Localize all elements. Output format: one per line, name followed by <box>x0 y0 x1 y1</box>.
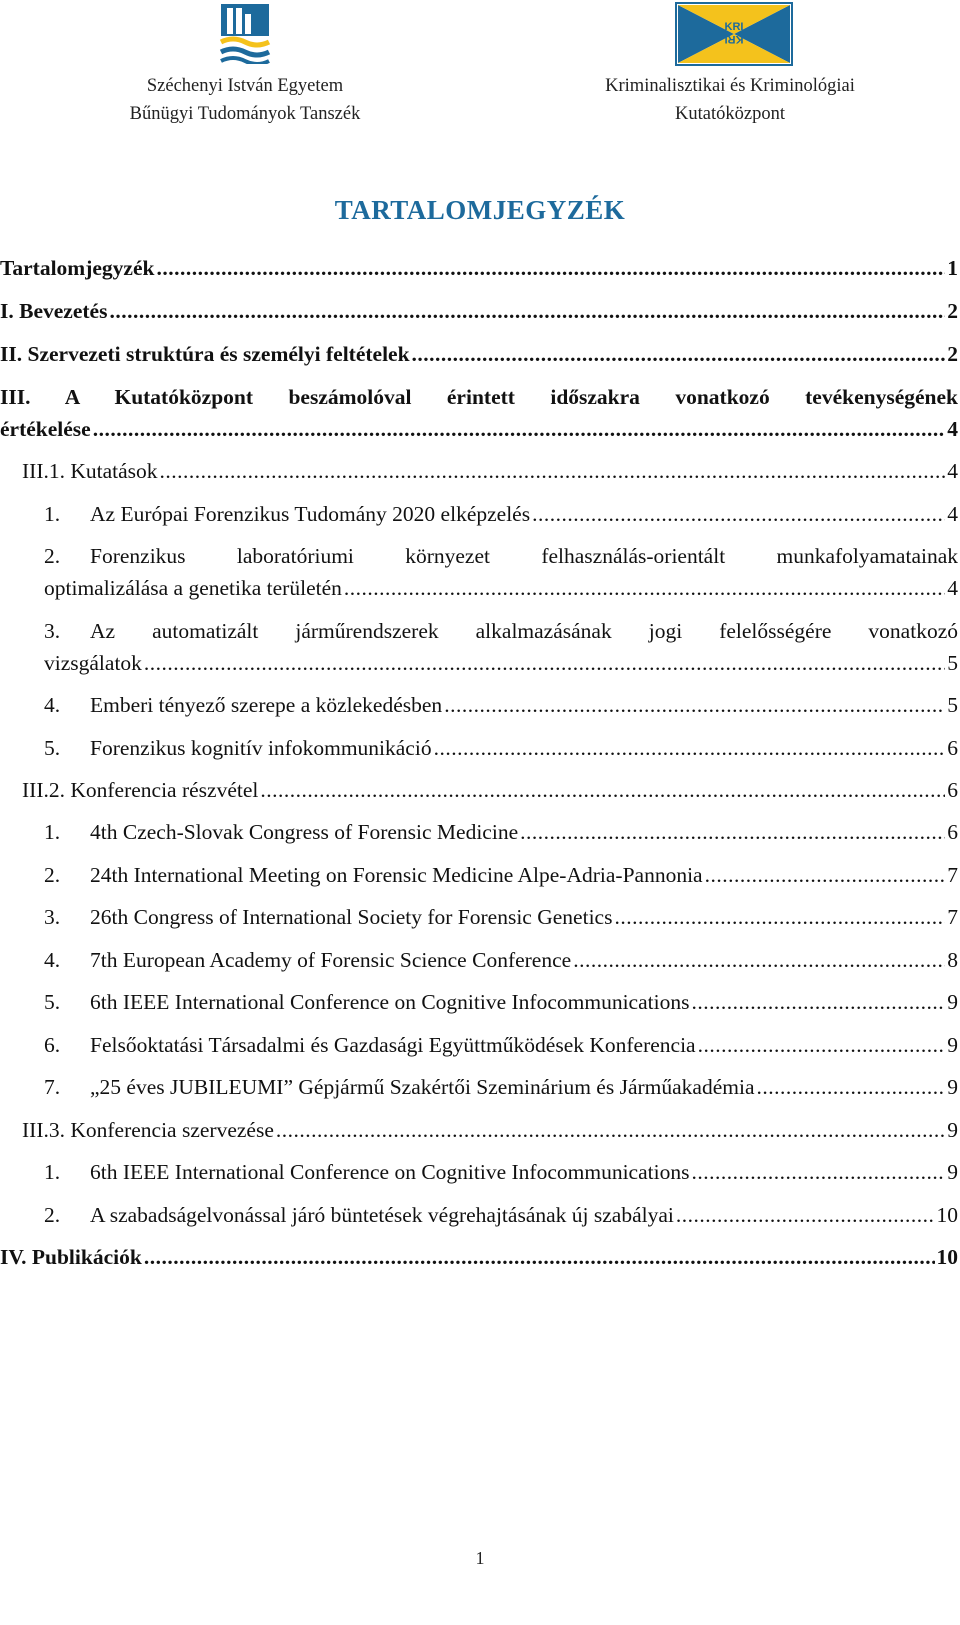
toc-entry-page: 9 <box>947 1160 958 1184</box>
toc-entry[interactable] <box>44 1033 958 1058</box>
toc-entry-label: Emberi tényező szerepe a közlekedésben <box>90 693 443 717</box>
toc-entry[interactable] <box>0 256 958 281</box>
toc-entry-label: Tartalomjegyzék <box>0 256 155 280</box>
leader-dots <box>109 299 945 324</box>
toc-entry-number: 7. <box>44 1075 61 1099</box>
leader-dots <box>160 459 946 484</box>
toc-entry[interactable] <box>0 385 958 442</box>
toc-entry-page: 4 <box>947 502 958 526</box>
toc-entry-label: Felsőoktatási Társadalmi és Gazdasági Együttműködések Konferencia <box>90 1033 696 1057</box>
leader-dots <box>520 820 945 845</box>
toc-entry-page: 9 <box>947 1075 958 1099</box>
toc-entry-label: I. Bevezetés <box>0 299 108 323</box>
logo-text-top: KRI <box>724 21 744 33</box>
leader-dots <box>156 256 945 281</box>
university-logo <box>218 2 272 64</box>
toc-entry-page: 9 <box>947 1118 958 1142</box>
toc-entry-number: 3. <box>44 619 61 643</box>
toc-entry-number: 4. <box>44 948 61 972</box>
toc-entry-number: 1. <box>44 502 61 526</box>
toc-entry[interactable] <box>44 948 958 973</box>
toc-entry[interactable] <box>44 905 958 930</box>
toc-entry-page: 8 <box>947 948 958 972</box>
leader-dots <box>676 1203 935 1228</box>
leader-dots <box>412 342 946 367</box>
leader-dots <box>276 1118 945 1143</box>
toc-entry-label-line2: optimalizálása a genetika területén <box>44 576 342 600</box>
leader-dots <box>757 1075 946 1100</box>
leader-dots <box>144 1245 935 1270</box>
research-center-logo <box>675 2 793 66</box>
toc-entry-number: 2. <box>44 863 61 887</box>
toc-entry-page: 5 <box>947 693 958 717</box>
toc-entry-label: Az Európai Forenzikus Tudomány 2020 elképzelés <box>90 502 531 526</box>
toc-entry-page: 6 <box>947 736 958 760</box>
toc-entry-page: 7 <box>947 905 958 929</box>
toc-entry-page: 1 <box>947 256 958 280</box>
center-name-line1: Kriminalisztikai és Kriminológiai <box>605 76 855 96</box>
toc-entry-number: 2. <box>44 544 61 568</box>
toc-entry[interactable] <box>44 1203 958 1228</box>
toc-entry-label: III.1. Kutatások <box>22 459 158 483</box>
toc-entry[interactable] <box>22 459 958 484</box>
department-name: Bűnügyi Tudományok Tanszék <box>129 104 361 124</box>
toc-entry-page: 10 <box>936 1203 958 1227</box>
toc-entry-label: III.2. Konferencia részvétel <box>22 778 259 802</box>
leader-dots <box>691 1160 945 1185</box>
toc-entry-label: IV. Publikációk <box>0 1245 142 1269</box>
toc-entry[interactable] <box>44 1160 958 1185</box>
page-number: 1 <box>475 1548 485 1568</box>
leader-dots <box>573 948 945 973</box>
toc-title: TARTALOMJEGYZÉK <box>334 195 626 225</box>
toc-entry-page: 6 <box>947 778 958 802</box>
toc-entry-page: 4 <box>947 417 958 441</box>
toc-entry-label: 6th IEEE International Conference on Cognitive Infocommunications <box>90 1160 690 1184</box>
toc-entry[interactable] <box>44 863 958 888</box>
header-left-text <box>100 72 390 128</box>
toc-entry-label: 6th IEEE International Conference on Cognitive Infocommunications <box>90 990 690 1014</box>
toc-entry-number: 5. <box>44 990 61 1014</box>
toc-entry-label-line2: értékelése <box>0 417 91 441</box>
toc-entry-label: 24th International Meeting on Forensic Medicine Alpe-Adria-Pannonia <box>90 863 703 887</box>
toc-entry-label: II. Szervezeti struktúra és személyi feltételek <box>0 342 410 366</box>
leader-dots <box>705 863 946 888</box>
toc-entry-label-line1: III. A Kutatóközpont beszámolóval érintett időszakra vonatkozó tevékenységének <box>0 385 958 409</box>
toc-entry-label: A szabadságelvonással járó büntetések végrehajtásának új szabályai <box>90 1203 674 1227</box>
toc-entry-page: 7 <box>947 863 958 887</box>
center-name-line2: Kutatóközpont <box>675 104 785 124</box>
toc-entry-page: 9 <box>947 990 958 1014</box>
toc-entry[interactable] <box>22 778 958 803</box>
toc-entry-label-line2: vizsgálatok <box>44 651 142 675</box>
toc-entry-label-line1: Forenzikus laboratóriumi környezet felhasználás-orientált munkafolyamatainak <box>90 544 958 568</box>
toc-entry[interactable] <box>0 1245 958 1270</box>
toc-entry-label: Forenzikus kognitív infokommunikáció <box>90 736 432 760</box>
toc-entry-number: 2. <box>44 1203 61 1227</box>
leader-dots <box>691 990 945 1015</box>
toc-entry[interactable] <box>44 619 958 676</box>
toc-entry-page: 6 <box>947 820 958 844</box>
toc-entry-page: 2 <box>947 342 958 366</box>
toc-entry[interactable] <box>44 820 958 845</box>
toc-entry-label: 26th Congress of International Society for Forensic Genetics <box>90 905 613 929</box>
university-name: Széchenyi István Egyetem <box>146 76 344 96</box>
leader-dots <box>444 693 945 718</box>
toc-entry[interactable] <box>44 502 958 527</box>
toc-entry[interactable] <box>44 693 958 718</box>
leader-dots <box>614 905 945 930</box>
toc-entry-number: 4. <box>44 693 61 717</box>
toc-entry[interactable] <box>44 990 958 1015</box>
leader-dots <box>344 576 945 601</box>
toc-entry-number: 1. <box>44 1160 61 1184</box>
toc-entry-number: 6. <box>44 1033 61 1057</box>
leader-dots <box>698 1033 946 1058</box>
toc-entry-label: 4th Czech-Slovak Congress of Forensic Medicine <box>90 820 519 844</box>
toc-entry[interactable] <box>0 299 958 324</box>
toc-entry-page: 4 <box>947 459 958 483</box>
toc-entry-page: 9 <box>947 1033 958 1057</box>
leader-dots <box>434 736 946 761</box>
toc-entry[interactable] <box>44 736 958 761</box>
toc-entry-page: 2 <box>947 299 958 323</box>
leader-dots <box>93 417 946 442</box>
leader-dots <box>532 502 945 527</box>
logo-text-mirrored: KRI <box>724 33 744 45</box>
toc-entry-label: „25 éves JUBILEUMI” Gépjármű Szakértői Szeminárium és Járműakadémia <box>90 1075 755 1099</box>
toc-entry-page: 4 <box>947 576 958 600</box>
toc-entry[interactable] <box>44 1075 958 1100</box>
toc-entry-label-line1: Az automatizált járműrendszerek alkalmazásának jogi felelősségére vonatkozó <box>90 619 958 643</box>
toc-entry-number: 3. <box>44 905 61 929</box>
toc-entry-number: 1. <box>44 820 61 844</box>
leader-dots <box>260 778 945 803</box>
leader-dots <box>144 651 945 676</box>
toc-entry-number: 5. <box>44 736 61 760</box>
toc-entry[interactable] <box>44 544 958 601</box>
toc-entry-label: 7th European Academy of Forensic Science Conference <box>90 948 572 972</box>
header-right-text <box>580 72 880 128</box>
toc-entry-label: III.3. Konferencia szervezése <box>22 1118 274 1142</box>
toc-entry[interactable] <box>22 1118 958 1143</box>
toc-entry[interactable] <box>0 342 958 367</box>
toc-entry-page: 5 <box>947 651 958 675</box>
toc-entry-page: 10 <box>936 1245 958 1269</box>
